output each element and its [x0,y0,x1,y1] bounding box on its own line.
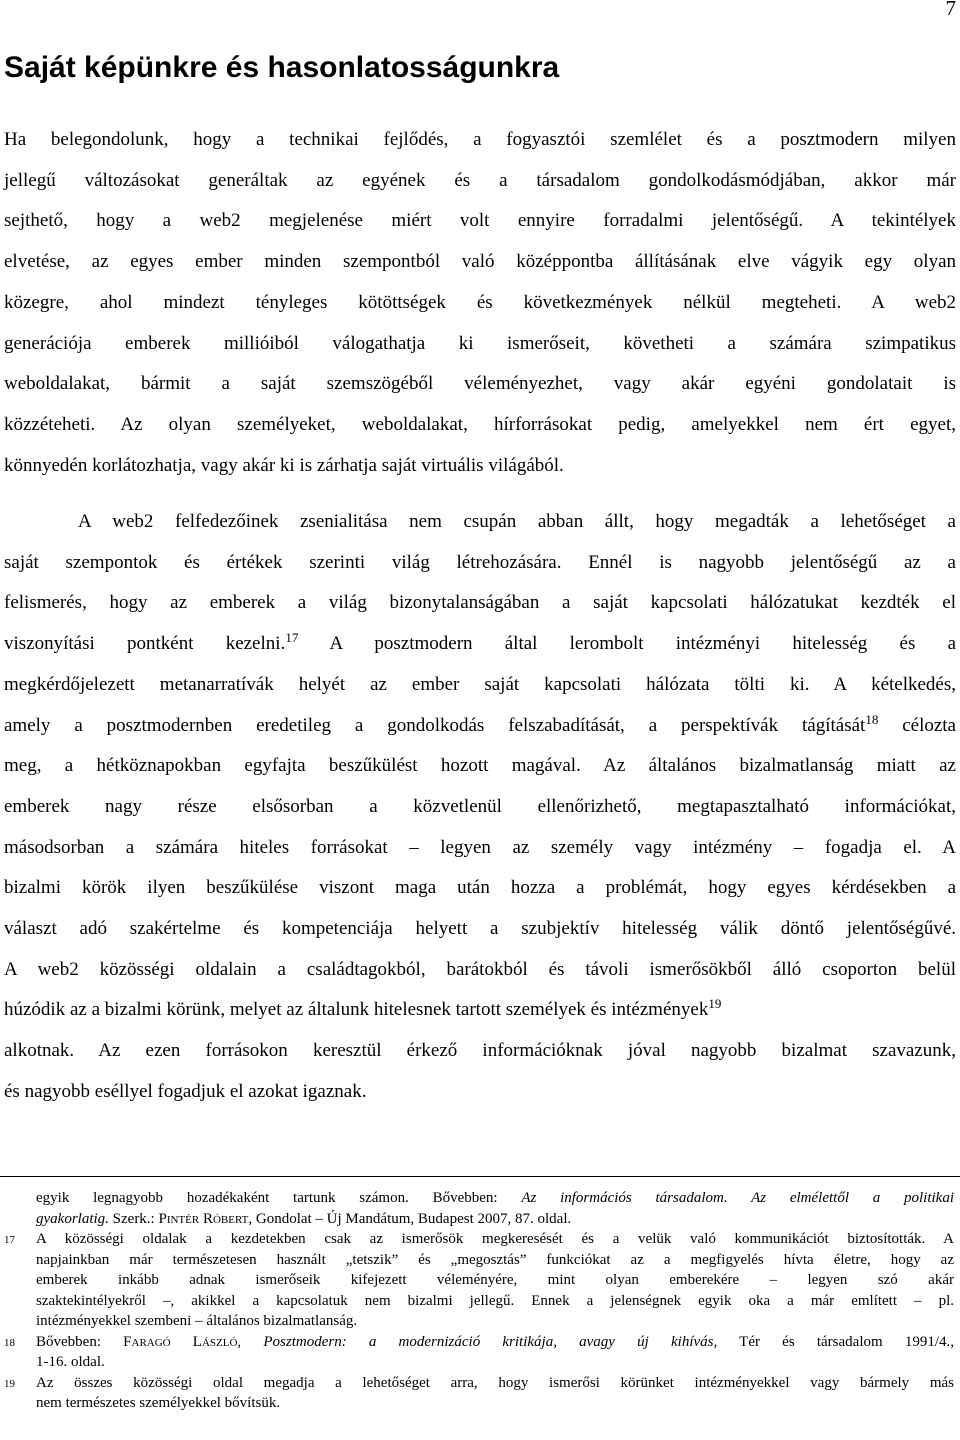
footnote-number: 19 [4,1377,15,1390]
footnote-ref-19[interactable]: 19 [708,996,722,1012]
footnote-line: nem természetes személyekkel bővítsük. [36,1395,281,1411]
text-segment: viszonyítási pontként kezelni. [4,633,286,655]
text-line: másodsorban a számára hiteles forrásokat – legyen az személy vagy intézmény – fogadja el. A [4,836,956,858]
text-line: weboldalakat, bármit a saját szemszögéből véleményezhet, vagy akár egyéni gondolatait is [4,373,956,395]
page-number: 7 [945,0,956,20]
text-line: jellegű változásokat generáltak az egyének és a társadalom gondolkodásmódjában, akkor már [4,169,956,191]
cited-title: Az információs társadalom. Az elmélettől a politikai [521,1190,954,1206]
text-segment: Szerk.: [108,1210,159,1227]
text-line: saját szempontok és értékek szerinti világ létrehozására. Ennél is nagyobb jelentőségű az a [4,551,956,573]
footnote-18 [0,1332,960,1373]
footnote-line: emberek inkább adnak ismerőseik kifejezett véleményére, mint olyan emberekére – legyen szó akár [36,1272,954,1288]
text-segment: célozta [878,714,956,736]
text-line: A web2 felfedezőinek zsenialitása nem csupán abban állt, hogy megadták a lehetőséget a [78,511,956,532]
text-line: közegre, ahol mindezt tényleges kötöttségek és következmények nélkül megteheti. A web2 [4,291,956,313]
text-line [4,706,956,747]
paragraph-2 [4,502,956,1113]
text-segment: A posztmodern által lerombolt intézményi hitelesség és a [298,633,956,655]
section-heading: Saját képünkre és hasonlatosságunkra [4,51,560,84]
footnote-19 [0,1373,960,1414]
text-segment: Az összes közösségi oldal megadja a lehetőséget arra, hogy ismerősi körünket intézményekkel vagy bármely más [36,1374,954,1391]
text-line [4,990,956,1031]
paragraph-1 [4,120,956,486]
footnote-17 [0,1229,960,1332]
text-line: Ha belegondolunk, hogy a technikai fejlődés, a fogyasztói szemlélet és a posztmodern milyen [4,129,956,150]
footnote-line [0,1332,960,1353]
footnote-line: 1-16. oldal. [36,1354,105,1370]
text-line: közzéteheti. Az olyan személyeket, weboldalakat, hírforrásokat pedig, amelyekkel nem ért egyet, [4,413,956,435]
text-line: emberek nagy része elsősorban a közvetlenül ellenőrizhető, megtapasztalható információkat, [4,795,956,817]
text-line: A web2 közösségi oldalain a családtagokból, barátokból és távoli ismerősökből álló csoporton belül [4,958,956,980]
footnote-line: intézményekkel szembeni – általános bizalmatlanság. [36,1313,358,1329]
text-segment: Bővebben: [36,1333,124,1350]
footnote-ref-18[interactable]: 18 [865,711,879,727]
text-line: könnyedén korlátozhatja, vagy akár ki is zárhatja saját virtuális világából. [4,454,564,476]
footnote-number: 18 [4,1336,15,1349]
footnote-line [0,1373,960,1394]
footnote-line: napjainkban már természetesen használt „tetszik” és „megosztás” funkciókat az a megfigyelés hívta életre, hogy az [36,1251,954,1268]
footnote-ref-17[interactable]: 17 [285,630,299,646]
text-segment: A közösségi oldalak a kezdetekben csak az ismerősök megkeresését és a velük való kommunikációt biztosították. A [36,1231,954,1247]
text-segment: egyik legnagyobb hozadékaként tartunk számon. Bővebben: [36,1190,522,1206]
text-line: alkotnak. Az ezen forrásokon keresztül érkező információknak jóval nagyobb bizalmat szavazunk, [4,1040,956,1062]
text-line: felismerés, hogy az emberek a világ bizonytalanságában a saját kapcsolati hálózatukat kezdték el [4,592,956,614]
cited-title: gyakorlatig. [36,1210,109,1227]
text-line: megkérdőjelezett metanarratívák helyét az ember saját kapcsolati hálózata tölti ki. A kételkedés, [4,673,956,695]
text-line: generációja emberek millióiból válogathatja ki ismerőseit, követheti a számára szimpatikus [4,332,956,354]
text-segment: , [237,1333,264,1350]
text-line [4,624,956,665]
footnote-number: 17 [4,1234,15,1246]
text-segment: , Gondolat – Új Mandátum, Budapest 2007, 87. oldal. [248,1210,572,1227]
footnote-continuation-line [0,1188,960,1209]
text-segment: amely a posztmodernben eredetileg a gondolkodás felszabadítását, a perspektívák tágítását [4,714,866,736]
footnote-line [0,1229,960,1250]
cited-author: Faragó László [123,1333,238,1350]
footnotes [0,1188,960,1414]
text-line: sejthető, hogy a web2 megjelenése miért volt ennyire forradalmi jelentőségű. A tekintélyek [4,210,956,232]
text-segment: húzódik az a bizalmi körünk, melyet az általunk hitelesnek tartott személyek és intézmények [4,999,709,1021]
text-line: elvetése, az egyes ember minden szempontból való középpontba állításának elve vágyik egy olyan [4,251,956,273]
footnote-continuation-line [0,1209,960,1230]
text-segment: Tér és társadalom 1991/4., [717,1333,955,1350]
text-line: bizalmi körök ilyen beszűkülése viszont maga után hozza a problémát, hogy egyes kérdésekben a [4,877,956,899]
footnote-divider [0,1176,960,1177]
text-line: választ adó szakértelme és kompetenciája helyett a szubjektív hitelesség válik döntő jelentőségűvé. [4,918,956,940]
text-line: meg, a hétköznapokban egyfajta beszűkülést hozott magával. Az általános bizalmatlanság miatt az [4,755,956,777]
footnote-line: szaktekintélyekről –, akikkel a kapcsolatuk nem bizalmi jellegű. Ennek a jelenségnek egyik oka a már említett – pl. [36,1292,954,1309]
cited-author: Pintér Róbert [158,1210,249,1227]
text-line: és nagyobb eséllyel fogadjuk el azokat igaznak. [4,1080,367,1102]
cited-title: Posztmodern: a modernizáció kritikája, avagy új kihívás, [263,1333,718,1350]
